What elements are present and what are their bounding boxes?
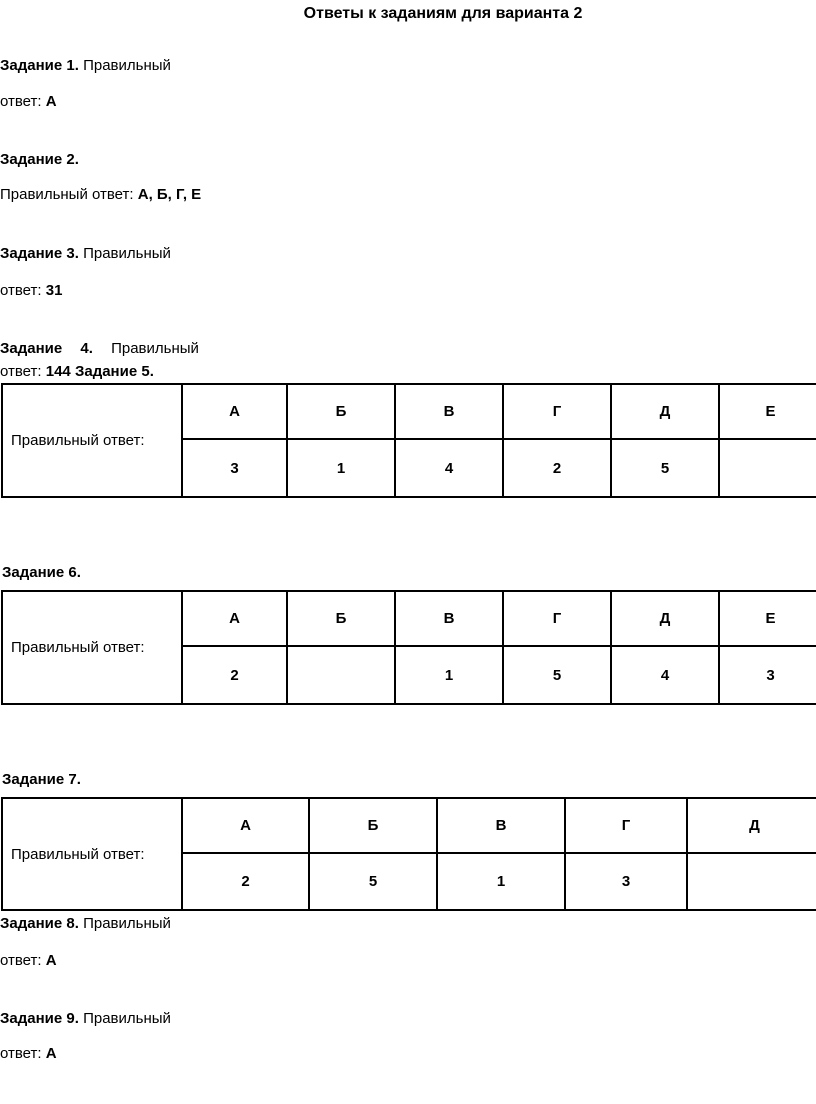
task-2-answer: А, Б, Г, Е — [137, 186, 202, 203]
task-9-title: Задание 9. — [0, 1010, 79, 1027]
task-7-header: Б — [309, 798, 437, 853]
task-7-header: Г — [565, 798, 687, 853]
task-5-label: Правильный ответ: — [2, 384, 182, 497]
task-6-value: 3 — [719, 646, 816, 704]
task-6-label: Правильный ответ: — [2, 591, 182, 704]
task-5-value — [719, 439, 816, 497]
task-6-line — [2, 564, 81, 582]
task-5-header: А — [182, 384, 287, 439]
task-7-title: Задание 7. — [2, 771, 81, 788]
task-5-value: 5 — [611, 439, 719, 497]
task-6-table — [1, 590, 816, 705]
task-7-value — [687, 853, 816, 910]
task-4-line-2 — [0, 363, 154, 381]
task-6-header: В — [395, 591, 503, 646]
task-5-header: В — [395, 384, 503, 439]
task-6-header: Б — [287, 591, 395, 646]
task-1-text: Правильный — [83, 57, 171, 74]
task-7-value: 3 — [565, 853, 687, 910]
task-9-line-2 — [0, 1045, 57, 1063]
page-title: Ответы к заданиям для варианта 2 — [303, 5, 583, 22]
task-3-answer: 31 — [45, 282, 63, 299]
task-8-title: Задание 8. — [0, 915, 79, 932]
task-5-header: Б — [287, 384, 395, 439]
task-7-value: 1 — [437, 853, 565, 910]
task-5-value: 4 — [395, 439, 503, 497]
task-2-line-1 — [0, 151, 79, 169]
task-5-header: Д — [611, 384, 719, 439]
task-5-value: 1 — [287, 439, 395, 497]
task-6-value: 4 — [611, 646, 719, 704]
task-1-answer: А — [45, 93, 57, 110]
task-4-title-num: 4. — [80, 340, 93, 357]
task-4-line-1 — [0, 340, 199, 358]
task-2-line-2 — [0, 186, 201, 204]
task-4-answer: 144 — [45, 363, 71, 380]
task-6-header: А — [182, 591, 287, 646]
task-6-value: 1 — [395, 646, 503, 704]
task-8-line-2 — [0, 952, 57, 970]
task-5-table — [1, 383, 816, 498]
task-3-answer-label: ответ: — [0, 282, 42, 299]
task-6-header: Д — [611, 591, 719, 646]
task-6-value — [287, 646, 395, 704]
task-8-text: Правильный — [83, 915, 171, 932]
task-7-label: Правильный ответ: — [2, 798, 182, 910]
task-4-title-word: Задание — [0, 340, 63, 357]
task-7-table — [1, 797, 816, 911]
task-5-value: 2 — [503, 439, 611, 497]
task-9-line-1 — [0, 1010, 171, 1028]
task-6-value: 2 — [182, 646, 287, 704]
task-5-title: Задание 5. — [74, 363, 154, 380]
task-7-header: Д — [687, 798, 816, 853]
task-7-value: 5 — [309, 853, 437, 910]
task-3-title: Задание 3. — [0, 245, 79, 262]
task-6-header: Е — [719, 591, 816, 646]
task-6-value: 5 — [503, 646, 611, 704]
task-2-answer-label: Правильный ответ: — [0, 186, 134, 203]
task-1-line-1 — [0, 57, 171, 75]
task-7-header: А — [182, 798, 309, 853]
task-8-line-1 — [0, 915, 171, 933]
task-1-answer-label: ответ: — [0, 93, 42, 110]
task-6-title: Задание 6. — [2, 564, 81, 581]
task-9-text: Правильный — [83, 1010, 171, 1027]
task-5-header: Г — [503, 384, 611, 439]
task-1-title: Задание 1. — [0, 57, 79, 74]
task-7-value: 2 — [182, 853, 309, 910]
task-3-text: Правильный — [83, 245, 171, 262]
task-7-header: В — [437, 798, 565, 853]
task-8-answer: А — [45, 952, 57, 969]
task-1-line-2 — [0, 93, 57, 111]
task-9-answer: А — [45, 1045, 57, 1062]
task-6-header: Г — [503, 591, 611, 646]
task-3-line-2 — [0, 282, 62, 300]
task-9-answer-label: ответ: — [0, 1045, 42, 1062]
task-7-line — [2, 771, 81, 789]
task-3-line-1 — [0, 245, 171, 263]
task-8-answer-label: ответ: — [0, 952, 42, 969]
task-4-text: Правильный — [111, 340, 199, 357]
task-5-value: 3 — [182, 439, 287, 497]
task-4-answer-label: ответ: — [0, 363, 42, 380]
task-5-header: Е — [719, 384, 816, 439]
task-2-title: Задание 2. — [0, 151, 79, 168]
